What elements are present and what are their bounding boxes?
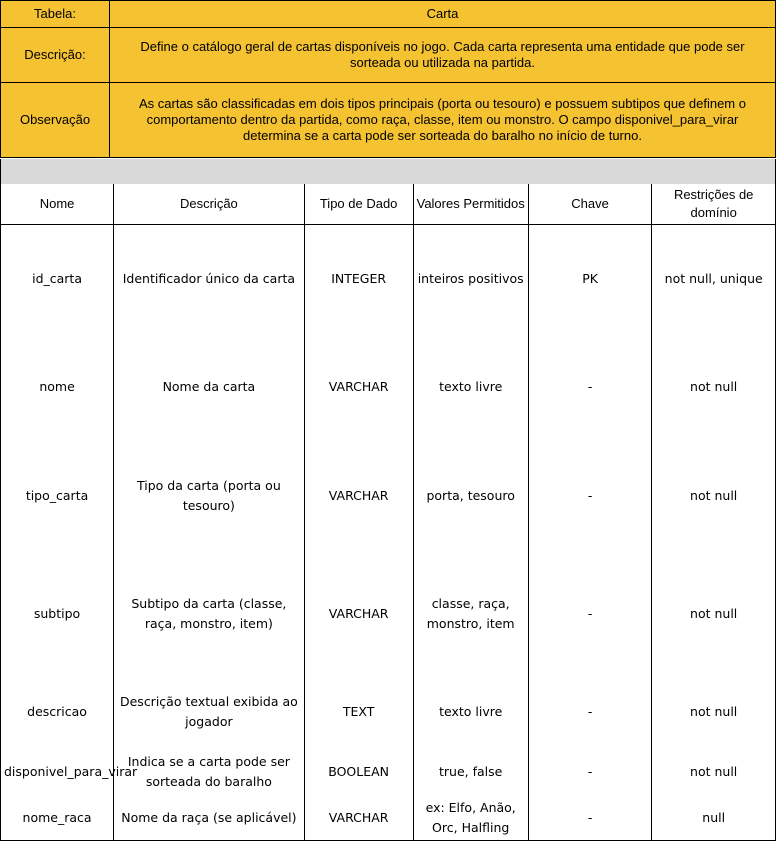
table-row [1,747,776,797]
table-row [1,677,776,747]
cell-descricao: Descrição textual exibida ao jogador [114,677,305,747]
cell-descricao: Tipo da carta (porta ou tesouro) [114,441,305,551]
table-metadata [0,0,776,158]
cell-chave: PK [528,225,652,333]
cell-descricao: Nome da raça (se aplicável) [114,797,305,841]
cell-restricoes: null [652,797,776,841]
cell-restricoes: not null [652,551,776,677]
cell-tipo: VARCHAR [304,551,413,677]
table-row [1,225,776,333]
tabela-label: Tabela: [1,1,110,28]
tabela-value: Carta [110,1,776,28]
cell-nome: subtipo [1,551,114,677]
table-row [1,551,776,677]
cell-descricao: Nome da carta [114,333,305,441]
separator-band [0,159,776,184]
cell-nome: tipo_carta [1,441,114,551]
descricao-label: Descrição: [1,28,110,83]
fields-table [0,184,776,841]
table-row [1,441,776,551]
cell-valores: texto livre [413,333,528,441]
cell-nome: descricao [1,677,114,747]
cell-restricoes: not null [652,441,776,551]
observacao-label: Observação [1,83,110,158]
cell-nome: disponivel_para_virar [1,747,114,797]
cell-tipo: INTEGER [304,225,413,333]
cell-chave: - [528,333,652,441]
cell-restricoes: not null [652,677,776,747]
col-header-chave: Chave [528,184,652,225]
col-header-tipo: Tipo de Dado [304,184,413,225]
cell-chave: - [528,747,652,797]
col-header-restricoes: Restrições de domínio [652,184,776,225]
meta-row-observacao [1,83,776,158]
cell-restricoes: not null [652,747,776,797]
cell-valores: porta, tesouro [413,441,528,551]
meta-row-tabela [1,1,776,28]
cell-nome: nome [1,333,114,441]
observacao-value: As cartas são classificadas em dois tipos principais (porta ou tesouro) e possuem subtipos que definem o comportamento dentro da partida, como raça, classe, item ou monstro. O campo disponivel_para_virar determina se a carta pode ser sorteada do baralho no início de turno. [110,83,776,158]
cell-descricao: Subtipo da carta (classe, raça, monstro, item) [114,551,305,677]
cell-valores: inteiros positivos [413,225,528,333]
cell-chave: - [528,441,652,551]
cell-restricoes: not null [652,333,776,441]
descricao-value: Define o catálogo geral de cartas disponíveis no jogo. Cada carta representa uma entidade que pode ser sorteada ou utilizada na partida. [110,28,776,83]
cell-chave: - [528,551,652,677]
cell-restricoes: not null, unique [652,225,776,333]
table-row [1,333,776,441]
cell-tipo: VARCHAR [304,797,413,841]
cell-descricao: Indica se a carta pode ser sorteada do baralho [114,747,305,797]
table-row [1,797,776,841]
cell-valores: ex: Elfo, Anão, Orc, Halfling [413,797,528,841]
cell-tipo: TEXT [304,677,413,747]
col-header-descricao: Descrição [114,184,305,225]
cell-valores: true, false [413,747,528,797]
cell-valores: texto livre [413,677,528,747]
cell-chave: - [528,797,652,841]
cell-descricao: Identificador único da carta [114,225,305,333]
col-header-nome: Nome [1,184,114,225]
cell-tipo: BOOLEAN [304,747,413,797]
cell-nome: nome_raca [1,797,114,841]
header-row [1,184,776,225]
cell-nome: id_carta [1,225,114,333]
col-header-valores: Valores Permitidos [413,184,528,225]
meta-row-descricao [1,28,776,83]
cell-valores: classe, raça, monstro, item [413,551,528,677]
cell-tipo: VARCHAR [304,441,413,551]
cell-tipo: VARCHAR [304,333,413,441]
cell-chave: - [528,677,652,747]
